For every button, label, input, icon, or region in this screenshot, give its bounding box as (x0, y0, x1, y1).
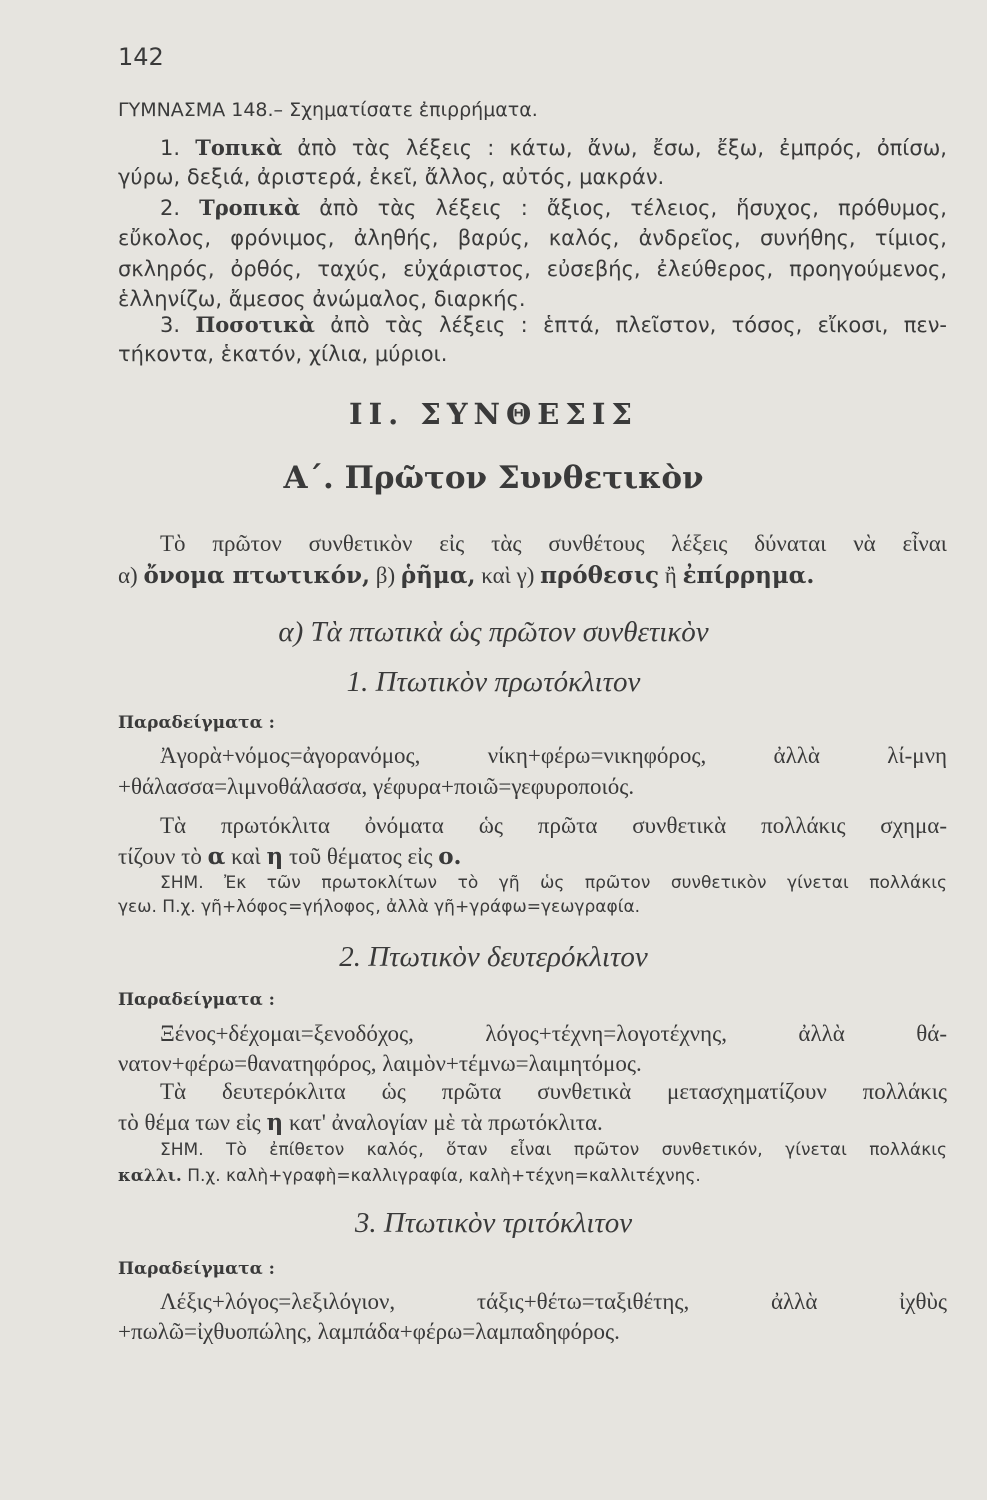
sub3-example-line-2: +πωλῶ=ἰχθυοπώλης, λαμπάδα+φέρω=λαμπαδηφόρος. (118, 1319, 620, 1344)
sub2-example-line-2: νατον+φέρω=θανατηφόρος, λαιμὸν+τέμνω=λαιμητόμος. (118, 1051, 642, 1076)
sub2-rule-line-2: τὸ θέμα των εἰς η κατ' ἀναλογίαν μὲ τὰ πρωτόκλιτα. (118, 1109, 603, 1136)
exercise-item-2: 2. Τροπικὰ ἀπὸ τὰς λέξεις : ἄξιος, τέλειος, ἥσυχος, πρόθυμος, (160, 195, 947, 220)
exercise-item-2-line-4: ἑλληνίζω, ἄμεσος ἀνώμαλος, διαρκής. (118, 287, 526, 311)
sub3-example-line-1: Λέξις+λόγος=λεξιλόγιον, τάξις+θέτω=ταξιθέτης, ἀλλὰ ἰχθὺς (160, 1289, 947, 1314)
sub1-note-line-2: γεω. Π.χ. γῆ+λόφος=γήλοφος, ἀλλὰ γῆ+γράφω=γεωγραφία. (118, 897, 641, 917)
page-number: 142 (118, 43, 164, 71)
sub1-examples-label: Παραδείγματα : (118, 713, 275, 733)
sub3-examples-label: Παραδείγματα : (118, 1259, 275, 1279)
sub2-note-line-2: καλλι. Π.χ. καλὴ+γραφὴ=καλλιγραφία, καλὴ+τέχνη=καλλιτέχνης. (118, 1166, 701, 1186)
sub2-example-line-1: Ξένος+δέχομαι=ξενοδόχος, λόγος+τέχνη=λογοτέχνης, ἀλλὰ θά- (160, 1021, 947, 1046)
sub1-rule-line-2: τίζουν τὸ α καὶ η τοῦ θέματος εἰς ο. (118, 843, 462, 870)
sub2-title: 2. Πτωτικὸν δευτερόκλιτον (339, 941, 648, 973)
sub2-note-line-1: ΣΗΜ. Τὸ ἐπίθετον καλός, ὅταν εἶναι πρῶτον συνθετικόν, γίνεται πολλάκις (160, 1140, 947, 1160)
sub2-rule-line-1: Τὰ δευτερόκλιτα ὡς πρῶτα συνθετικὰ μετασχηματίζουν πολλάκις (160, 1079, 947, 1104)
exercise-item-2-line-2: εὔκολος, φρόνιμος, ἀληθής, βαρύς, καλός, ἀνδρεῖος, συνήθης, τίμιος, (118, 226, 947, 250)
intro-line-1: Τὸ πρῶτον συνθετικὸν εἰς τὰς συνθέτους λέξεις δύναται νὰ εἶναι (160, 531, 947, 556)
exercise-item-2-line-3: σκληρός, ὀρθός, ταχύς, εὐχάριστος, εὐσεβής, ἐλεύθερος, προηγούμενος, (118, 257, 947, 281)
subsection-title: Α΄. Πρῶτον Συνθετικὸν (283, 460, 704, 496)
exercise-title: ΓΥΜΝΑΣΜΑ 148.– Σχηματίσατε ἐπιρρήματα. (118, 99, 538, 121)
intro-line-2: α) ὄνομα πτωτικόν, β) ῥῆμα, καὶ γ) πρόθεσις ἢ ἐπίρρημα. (118, 562, 815, 589)
sub1-title: 1. Πτωτικὸν πρωτόκλιτον (346, 666, 641, 698)
sub1-example-line-2: +θάλασσα=λιμνοθάλασσα, γέφυρα+ποιῶ=γεφυροποιός. (118, 774, 635, 799)
exercise-item-3: 3. Ποσοτικὰ ἀπὸ τὰς λέξεις : ἑπτά, πλεῖστον, τόσος, εἴκοσι, πεν- (160, 312, 947, 337)
sub1-rule-line-1: Τὰ πρωτόκλιτα ὀνόματα ὡς πρῶτα συνθετικὰ πολλάκις σχημα- (160, 813, 947, 838)
part-a-title: α) Τὰ πτωτικὰ ὡς πρῶτον συνθετικὸν (278, 616, 709, 648)
sub1-example-line-1: Ἀγορὰ+νόμος=ἀγορανόμος, νίκη+φέρω=νικηφόρος, ἀλλὰ λί-μνη (160, 743, 947, 768)
sub3-title: 3. Πτωτικὸν τριτόκλιτον (354, 1207, 633, 1239)
exercise-item-1-line-2: γύρω, δεξιά, ἀριστερά, ἐκεῖ, ἄλλος, αὐτός, μακράν. (118, 165, 665, 189)
section-title: II. ΣΥΝΘΕΣΙΣ (349, 397, 638, 431)
exercise-item-3-line-2: τήκοντα, ἑκατόν, χίλια, μύριοι. (118, 342, 448, 366)
exercise-item-1: 1. Τοπικὰ ἀπὸ τὰς λέξεις : κάτω, ἄνω, ἔσω, ἔξω, ἐμπρός, ὀπίσω, (160, 135, 947, 160)
sub1-note-line-1: ΣΗΜ. Ἐκ τῶν πρωτοκλίτων τὸ γῆ ὡς πρῶτον συνθετικὸν γίνεται πολλάκις (160, 873, 947, 893)
sub2-examples-label: Παραδείγματα : (118, 990, 275, 1010)
